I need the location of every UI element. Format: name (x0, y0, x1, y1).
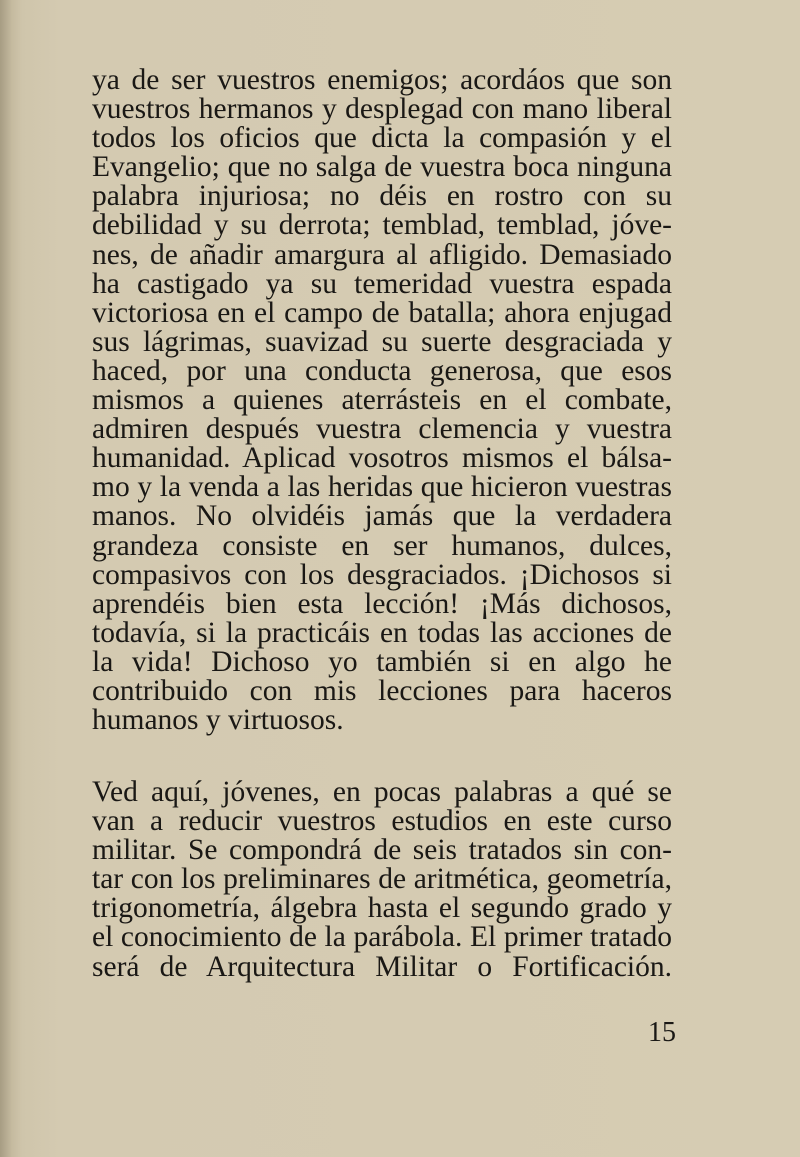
text-line: admiren después vuestra clemencia y vuestra (92, 413, 672, 446)
text-line: todavía, si la practicáis en todas las acciones de (92, 616, 672, 649)
text-line: nes, de añadir amargura al afligido. Demasiado (92, 238, 672, 271)
paragraph-2 (92, 778, 672, 982)
text-line: será de Arquitectura Militar o Fortificación. (92, 950, 672, 983)
text-line: la vida! Dichoso yo también si en algo he (92, 645, 672, 678)
text-line: trigonometría, álgebra hasta el segundo grado y (92, 892, 672, 925)
text-line: aprendéis bien esta lección! ¡Más dichosos, (92, 587, 672, 620)
text-line: todos los oficios que dicta la compasión y el (92, 122, 672, 155)
text-line: humanos y virtuosos. (92, 704, 344, 737)
text-line: mismos a quienes aterrásteis en el combate, (92, 384, 672, 417)
text-line: ya de ser vuestros enemigos; acordáos que son (92, 64, 672, 96)
page-number: 15 (648, 1017, 676, 1048)
text-line: militar. Se compondrá de seis tratados sin con- (92, 834, 672, 867)
paragraph-1 (92, 66, 672, 735)
text-line: haced, por una conducta generosa, que esos (92, 354, 672, 387)
text-line: manos. No olvidéis jamás que la verdadera (92, 500, 672, 533)
page-gutter-shadow (0, 0, 12, 1157)
text-line: grandeza consiste en ser humanos, dulces, (92, 529, 672, 562)
text-line: humanidad. Aplicad vosotros mismos el bálsa- (92, 442, 672, 475)
text-line: tar con los preliminares de aritmética, geometría, (92, 863, 672, 896)
text-line: palabra injuriosa; no déis en rostro con su (92, 180, 672, 213)
text-line: Evangelio; que no salga de vuestra boca ninguna (92, 151, 672, 184)
text-line: debilidad y su derrota; temblad, temblad, jóve- (92, 209, 672, 242)
text-line: van a reducir vuestros estudios en este curso (92, 805, 672, 838)
text-line: ha castigado ya su temeridad vuestra espada (92, 267, 672, 300)
text-line: mo y la venda a las heridas que hicieron vuestras (92, 471, 672, 504)
text-line: contribuido con mis lecciones para haceros (92, 674, 672, 707)
text-line: sus lágrimas, suavizad su suerte desgraciada y (92, 325, 672, 358)
text-line: Ved aquí, jóvenes, en pocas palabras a qué se (92, 776, 672, 808)
text-line: el conocimiento de la parábola. El primer tratado (92, 921, 672, 954)
text-line: victoriosa en el campo de batalla; ahora enjugad (92, 296, 672, 329)
text-line: compasivos con los desgraciados. ¡Dichosos si (92, 558, 672, 591)
text-line: vuestros hermanos y desplegad con mano liberal (92, 93, 672, 126)
